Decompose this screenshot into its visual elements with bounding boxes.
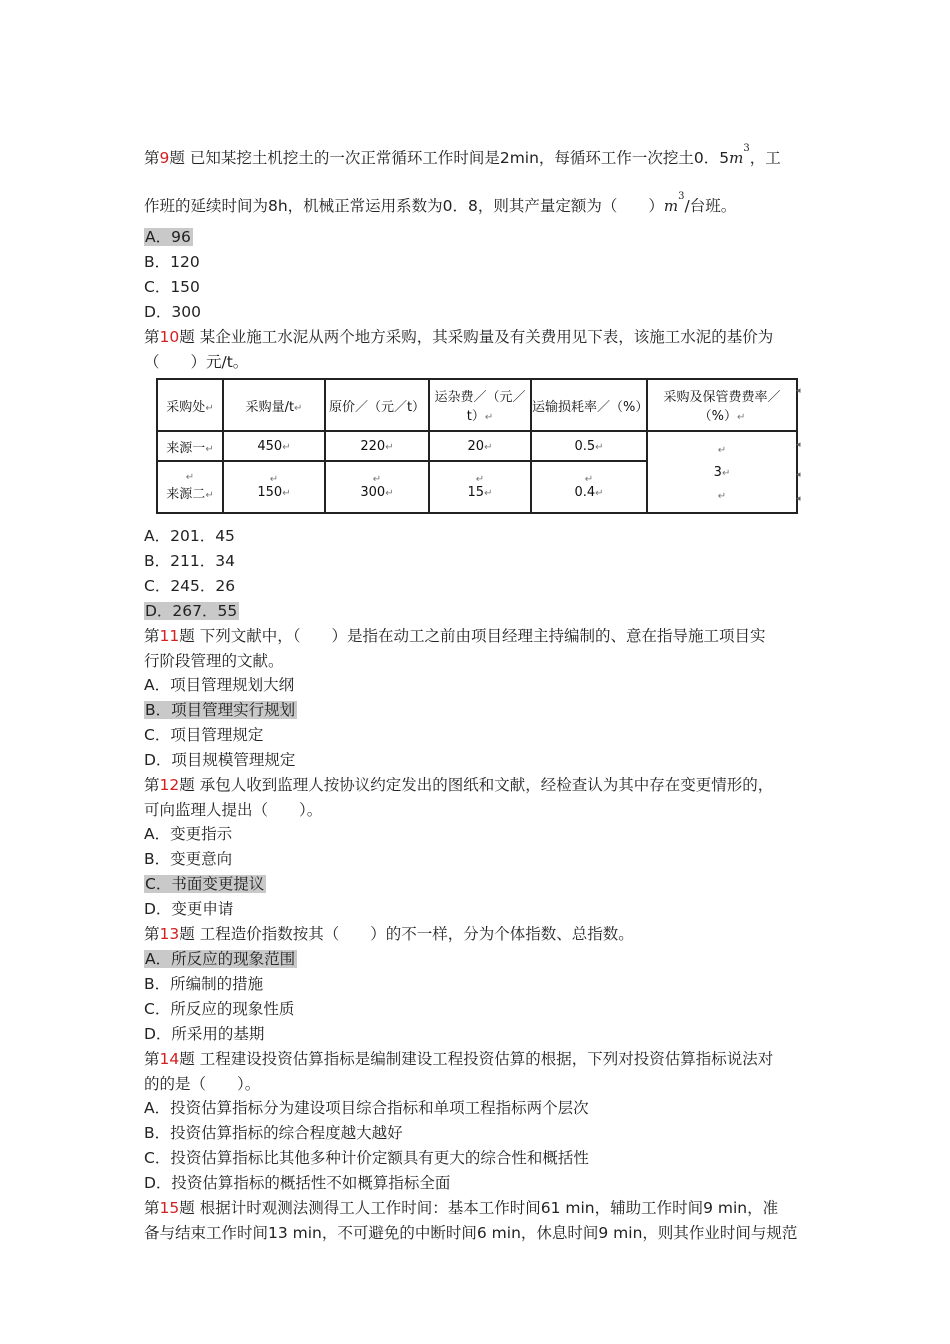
table-edge-marker: ◂ [796, 386, 801, 396]
table-edge-marker: ◂ [796, 470, 801, 480]
q12-option-d[interactable] [144, 899, 233, 919]
table-cell: 450↵ [223, 431, 325, 461]
option-label: A．96 [145, 228, 191, 246]
option-label: B．211．34 [144, 552, 235, 570]
q9-option-a[interactable] [144, 227, 193, 247]
shared-rate-cell: ↵ 3↵ ↵ [647, 431, 797, 513]
q12-text-2: 可向监理人提出（ ）。 [144, 801, 323, 819]
option-label: B．所编制的措施 [144, 975, 264, 993]
option-label: C．项目管理规定 [144, 726, 264, 744]
table-cell: 来源一↵ [157, 431, 223, 461]
q-prefix: 第 [144, 149, 160, 167]
q13-number: 13 [159, 925, 180, 943]
table-cell: ↵ 15↵ [429, 461, 531, 513]
q14-number: 14 [159, 1050, 180, 1068]
q14-line2 [144, 1074, 260, 1094]
q-suffix: 题 [179, 776, 195, 794]
q12-option-a[interactable] [144, 824, 232, 844]
q14-option-c[interactable] [144, 1148, 589, 1168]
q9-option-d[interactable] [144, 302, 201, 322]
option-label: D．变更申请 [144, 900, 234, 918]
cubic-meter-unit: $m^3$ [663, 191, 685, 215]
table-edge-marker: ◂ [796, 494, 801, 504]
q12-number: 12 [159, 776, 180, 794]
q15-text-2: 备与结束工作时间13 min，不可避免的中断时间6 min，休息时间9 min，则其作业时间与规范 [144, 1224, 798, 1242]
q11-text-2: 行阶段管理的文献。 [144, 652, 284, 670]
q12-line2 [144, 800, 322, 820]
q-suffix: 题 [179, 627, 195, 645]
option-label: D．所采用的基期 [144, 1025, 265, 1043]
q13-option-a[interactable] [144, 949, 297, 969]
q9-number: 9 [159, 149, 170, 167]
q13-option-b[interactable] [144, 974, 263, 994]
q9-line1 [144, 145, 781, 168]
q10-number: 10 [159, 328, 180, 346]
q11-line2 [144, 651, 284, 671]
q10-option-b[interactable] [144, 551, 235, 571]
q12-line1 [144, 775, 773, 795]
q14-option-a[interactable] [144, 1098, 589, 1118]
option-label: C．150 [144, 278, 200, 296]
q10-option-d[interactable] [144, 601, 239, 621]
option-label: C．投资估算指标比其他多种计价定额具有更大的综合性和概括性 [144, 1149, 589, 1167]
q-prefix: 第 [144, 328, 160, 346]
q9-text-1-end: ，工 [749, 149, 781, 167]
table-cell: 220↵ [325, 431, 429, 461]
q10-option-c[interactable] [144, 576, 235, 596]
q12-option-b[interactable] [144, 849, 232, 869]
q11-option-c[interactable] [144, 725, 263, 745]
q-suffix: 题 [179, 925, 195, 943]
q10-option-a[interactable] [144, 526, 235, 546]
q-suffix: 题 [169, 149, 185, 167]
q15-text-1: 根据计时观测法测得工人工作时间：基本工作时间61 min，辅助工作时间9 min，准 [199, 1199, 779, 1217]
table-cell: 20↵ [429, 431, 531, 461]
q9-option-c[interactable] [144, 277, 200, 297]
table-header-row [157, 379, 797, 431]
cubic-meter-unit: $m^3$ [729, 143, 750, 167]
option-label: D．项目规模管理规定 [144, 751, 296, 769]
q10-text-1: 某企业施工水泥从两个地方采购，其采购量及有关费用见下表，该施工水泥的基价为 [199, 328, 774, 346]
table-cell: ↵ 150↵ [223, 461, 325, 513]
q-prefix: 第 [144, 627, 160, 645]
header-cell: 运输损耗率／（%） [531, 379, 647, 431]
option-label: C．书面变更提议 [145, 875, 265, 893]
q9-text-2: 作班的延续时间为8h，机械正常运用系数为0．8，则其产量定额为（ ） [144, 197, 664, 215]
cement-cost-table [156, 378, 798, 514]
q-prefix: 第 [144, 1199, 160, 1217]
q10-line1 [144, 327, 773, 347]
option-label: D．300 [144, 303, 202, 321]
table-cell: 0.5↵ [531, 431, 647, 461]
q11-line1 [144, 626, 765, 646]
q14-option-d[interactable] [144, 1173, 450, 1193]
q13-option-d[interactable] [144, 1024, 264, 1044]
q11-option-b[interactable] [144, 700, 297, 720]
q-prefix: 第 [144, 776, 160, 794]
q-prefix: 第 [144, 925, 160, 943]
q14-text-2: 的的是（ ）。 [144, 1075, 261, 1093]
q-prefix: 第 [144, 1050, 160, 1068]
q15-number: 15 [159, 1199, 180, 1217]
option-label: A．201．45 [144, 527, 235, 545]
q9-line2 [144, 193, 736, 216]
option-label: A．变更指示 [144, 825, 233, 843]
table-cell: ↵ 300↵ [325, 461, 429, 513]
q11-number: 11 [159, 627, 180, 645]
q9-text-2-end: /台班。 [684, 197, 737, 215]
q11-option-a[interactable] [144, 675, 294, 695]
option-label: B．投资估算指标的综合程度越大越好 [144, 1124, 403, 1142]
q13-text-1: 工程造价指数按其（ ）的不一样，分为个体指数、总指数。 [199, 925, 634, 943]
q9-text-1: 已知某挖土机挖土的一次正常循环工作时间是2min，每循环工作一次挖土0．5 [189, 149, 730, 167]
option-label: B．项目管理实行规划 [145, 701, 296, 719]
table-cell: ↵ 0.4↵ [531, 461, 647, 513]
option-label: C．所反应的现象性质 [144, 1000, 295, 1018]
q15-line2 [144, 1223, 797, 1243]
q14-line1 [144, 1049, 773, 1069]
q14-text-1: 工程建设投资估算指标是编制建设工程投资估算的根据，下列对投资估算指标说法对 [199, 1050, 774, 1068]
table-row [157, 431, 797, 461]
header-cell: 采购量/t↵ [223, 379, 325, 431]
header-cell: 采购处↵ [157, 379, 223, 431]
table-edge-marker: ◂ [796, 440, 801, 450]
q-suffix: 题 [179, 1050, 195, 1068]
header-cell: 采购及保管费费率／（%）↵ [647, 379, 797, 431]
q12-text-1: 承包人收到监理人按协议约定发出的图纸和文献，经检查认为其中存在变更情形的， [199, 776, 774, 794]
header-cell: 运杂费／（元／t）↵ [429, 379, 531, 431]
header-cell: 原价／（元／t） [325, 379, 429, 431]
q9-option-b[interactable] [144, 252, 200, 272]
option-label: D．投资估算指标的概括性不如概算指标全面 [144, 1174, 451, 1192]
option-label: D．267．55 [145, 602, 238, 620]
q12-option-c[interactable] [144, 874, 266, 894]
q14-option-b[interactable] [144, 1123, 403, 1143]
q11-text-1: 下列文献中，（ ）是指在动工之前由项目经理主持编制的、意在指导施工项目实 [199, 627, 766, 645]
option-label: A．项目管理规划大纲 [144, 676, 295, 694]
q10-line2 [144, 352, 248, 372]
option-label: B．120 [144, 253, 200, 271]
table-cell: ↵ 来源二↵ [157, 461, 223, 513]
option-label: C．245．26 [144, 577, 236, 595]
option-label: A．投资估算指标分为建设项目综合指标和单项工程指标两个层次 [144, 1099, 589, 1117]
q13-option-c[interactable] [144, 999, 294, 1019]
option-label: B．变更意向 [144, 850, 233, 868]
q13-line1 [144, 924, 634, 944]
option-label: A．所反应的现象范围 [145, 950, 296, 968]
q10-text-2: （ ）元/t。 [144, 353, 249, 371]
q15-line1 [144, 1198, 778, 1218]
q-suffix: 题 [179, 1199, 195, 1217]
q-suffix: 题 [179, 328, 195, 346]
q11-option-d[interactable] [144, 750, 295, 770]
